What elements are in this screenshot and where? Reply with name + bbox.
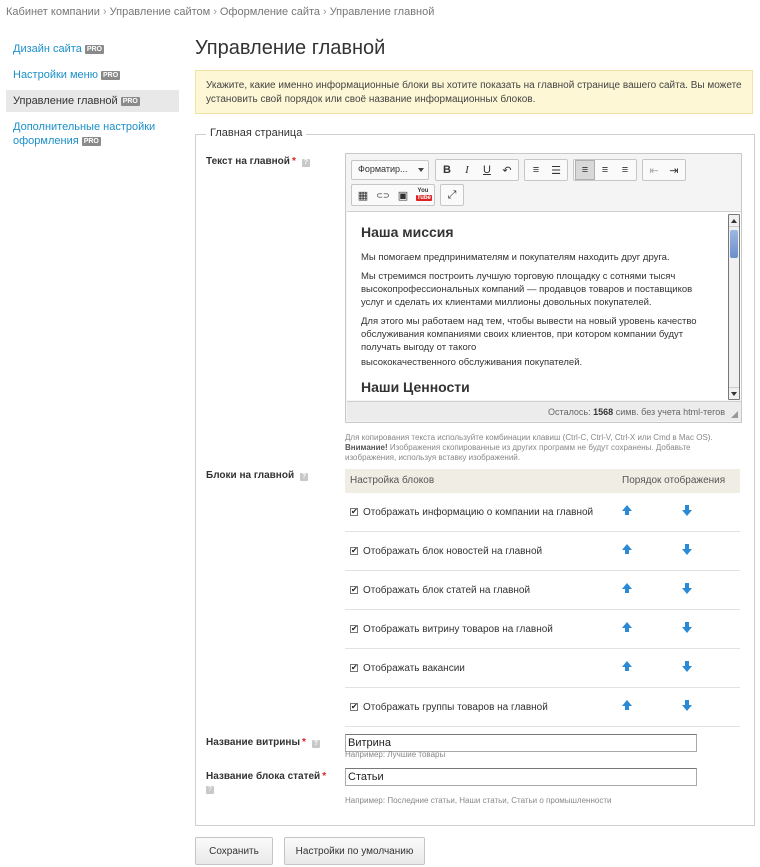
showcase-name-hint: Например: Лучшие товары (345, 750, 446, 759)
articles-name-label-text: Название блока статей (206, 771, 321, 782)
unordered-list-icon[interactable]: ☰ (551, 164, 561, 177)
articles-name-input[interactable] (345, 768, 697, 786)
sidebar-item-label: Дополнительные настройки (13, 121, 156, 133)
editor-hint-line: Изображения скопированные из других программ не будут сохранены. Добавьте (389, 443, 691, 452)
editor-content[interactable] (347, 211, 741, 400)
table-row (345, 649, 740, 688)
scroll-up-icon[interactable] (729, 215, 739, 227)
sidebar-item-home-management[interactable] (6, 90, 179, 112)
main-text-label-text: Текст на главной (206, 156, 290, 167)
header-display-order: Порядок отображения (622, 475, 726, 486)
bold-button[interactable]: B (443, 164, 451, 176)
chars-left-prefix: Осталось: (548, 407, 591, 417)
chars-left-suffix: симв. без учета html-тегов (615, 407, 725, 417)
breadcrumb-site-management[interactable]: Управление сайтом (109, 6, 211, 18)
sidebar-item-label: Дизайн сайта (13, 43, 82, 55)
pro-badge: PRO (83, 138, 99, 145)
block-checkbox[interactable]: ✔ (351, 585, 358, 594)
pro-badge: PRO (86, 46, 102, 53)
fieldset-legend: Главная страница (206, 127, 306, 139)
youtube-icon-top: You (417, 188, 429, 194)
insert-group (351, 184, 435, 206)
table-row (345, 610, 740, 649)
editor-hint (345, 433, 745, 463)
ordered-list-icon[interactable]: ≡ (532, 164, 540, 176)
editor-scrollbar[interactable] (728, 214, 740, 400)
help-icon[interactable]: ? (303, 159, 308, 166)
table-row (345, 532, 740, 571)
sidebar-item-site-design[interactable] (6, 38, 179, 60)
save-button[interactable]: Сохранить (195, 837, 273, 865)
block-label: Отображать витрину товаров на главной (363, 624, 553, 635)
move-up-arrow-icon[interactable] (622, 700, 632, 712)
fullscreen-group (440, 184, 464, 206)
block-checkbox[interactable]: ✔ (351, 663, 358, 672)
block-checkbox[interactable]: ✔ (351, 546, 358, 555)
showcase-name-label-text: Название витрины (206, 737, 301, 748)
editor-status-bar (347, 401, 741, 421)
move-down-arrow-icon[interactable] (682, 583, 692, 595)
move-down-arrow-icon[interactable] (682, 622, 692, 634)
editor-hint-line: изображения, используя вставку изображений. (345, 453, 520, 462)
align-center-icon[interactable]: ≡ (601, 164, 609, 176)
editor-hint-warning: Внимание! (345, 443, 388, 452)
required-mark: * (302, 737, 306, 748)
blocks-table (345, 469, 740, 727)
main-page-fieldset (195, 127, 755, 826)
editor-toolbar-row-2 (351, 184, 469, 206)
content-paragraph: Мы помогаем предпринимателям и покупателям находить друг друга. (361, 252, 670, 263)
required-mark: * (291, 156, 296, 167)
sidebar-item-menu-settings[interactable] (6, 64, 179, 86)
fullscreen-icon[interactable]: ⤢ (447, 188, 457, 201)
scroll-thumb[interactable] (730, 230, 738, 258)
articles-name-label (206, 770, 326, 783)
sidebar-item-extra-design-settings[interactable] (6, 116, 179, 152)
breadcrumb-separator: › (102, 6, 107, 18)
move-up-arrow-icon[interactable] (622, 505, 632, 517)
align-right-icon[interactable]: ≡ (621, 164, 629, 176)
move-up-arrow-icon[interactable] (622, 583, 632, 595)
table-row (345, 493, 740, 532)
content-heading: Наши Ценности (361, 379, 470, 395)
resize-handle-icon[interactable] (731, 411, 738, 418)
block-checkbox[interactable]: ✔ (351, 507, 358, 516)
link-icon[interactable]: ⊂⊃ (376, 190, 390, 200)
editor-toolbar-row-1 (351, 159, 691, 181)
restore-defaults-button[interactable]: Настройки по умолчанию (284, 837, 425, 865)
sidebar-item-label: Настройки меню (13, 69, 98, 81)
move-up-arrow-icon[interactable] (622, 661, 632, 673)
align-group (573, 159, 637, 181)
pro-badge: PRO (122, 98, 138, 105)
blocks-label-text: Блоки на главной (206, 470, 295, 481)
move-down-arrow-icon[interactable] (682, 661, 692, 673)
outdent-icon[interactable]: ⇤ (649, 164, 659, 177)
list-group (524, 159, 568, 181)
table-row (345, 688, 740, 727)
header-block-settings: Настройка блоков (350, 475, 435, 486)
editor-hint-line: Для копирования текста используйте комбинации клавиш (Ctrl-C, Ctrl-V, Ctrl-X или Cmd в Mac OS). (345, 433, 713, 442)
block-checkbox[interactable]: ✔ (351, 624, 358, 633)
breadcrumb-site-design[interactable]: Оформление сайта (219, 6, 321, 18)
table-row (345, 571, 740, 610)
showcase-name-label (206, 736, 320, 749)
text-style-group (435, 159, 519, 181)
sidebar-item-label: Управление главной (13, 95, 118, 107)
blocks-label (206, 469, 308, 482)
sidebar (6, 38, 179, 156)
block-label: Отображать группы товаров на главной (363, 702, 548, 713)
blocks-table-header (345, 469, 740, 493)
articles-name-hint: Например: Последние статьи, Наши статьи, Статьи о промышленности (345, 796, 612, 805)
breadcrumb-current: Управление главной (329, 6, 435, 18)
sidebar-item-label: оформления (13, 135, 79, 147)
content-paragraph: Для этого мы работаем над тем, чтобы вывести на новый уровень качество обслуживания компаниями своих клиентов, при котором компании будут получать выгоду от такого (361, 316, 697, 353)
image-icon[interactable]: ▣ (397, 189, 409, 202)
block-label: Отображать вакансии (363, 663, 465, 674)
content-paragraph: Мы стремимся построить лучшую торговую площадку с сотнями тысяч высокопрофессиональных компаний — продавцов товаров и поставщиков услуг и сделать их клиентами миллионы довольных покупателей. (361, 271, 693, 308)
help-icon[interactable]: ? (206, 786, 214, 794)
scroll-down-icon[interactable] (729, 387, 739, 399)
chars-left-count: 1568 (593, 407, 614, 417)
undo-icon[interactable]: ↶ (502, 164, 512, 177)
help-icon[interactable]: ? (313, 740, 319, 747)
move-up-arrow-icon[interactable] (622, 622, 632, 634)
required-mark: * (322, 771, 327, 782)
breadcrumb-separator: › (213, 6, 217, 18)
pro-badge: PRO (103, 72, 119, 79)
content-heading: Наша миссия (361, 224, 454, 240)
breadcrumb (6, 6, 434, 18)
move-up-arrow-icon[interactable] (622, 544, 632, 556)
block-label: Отображать информацию о компании на главной (363, 507, 594, 518)
indent-icon[interactable]: ⇥ (669, 164, 679, 177)
youtube-icon[interactable] (413, 185, 433, 205)
chevron-down-icon (418, 168, 424, 172)
rich-text-editor (345, 153, 742, 423)
block-label: Отображать блок статей на главной (363, 585, 531, 596)
youtube-icon-bottom: Tube (417, 195, 431, 201)
indent-group (642, 159, 686, 181)
main-text-label (206, 155, 310, 168)
move-down-arrow-icon[interactable] (682, 505, 692, 517)
italic-button[interactable]: I (465, 164, 469, 176)
content-paragraph: высококачественного обслуживания покупателей. (361, 357, 583, 368)
editor-content-inner (347, 212, 725, 395)
info-notice: Укажите, какие именно информационные блоки вы хотите показать на главной странице вашего сайта. Вы можете установить свой порядок или своё название информационных блоков. (195, 70, 753, 114)
breadcrumb-separator: › (323, 6, 327, 18)
underline-button[interactable]: U (483, 164, 491, 176)
format-select[interactable] (351, 160, 429, 180)
breadcrumb-company-cabinet[interactable]: Кабинет компании (6, 6, 100, 18)
table-icon[interactable]: ▦ (357, 189, 369, 202)
format-select-label: Форматир... (358, 164, 408, 174)
help-icon[interactable]: ? (301, 473, 307, 480)
block-checkbox[interactable]: ✔ (351, 702, 358, 711)
page-title: Управление главной (195, 37, 386, 59)
move-down-arrow-icon[interactable] (682, 700, 692, 712)
move-down-arrow-icon[interactable] (682, 544, 692, 556)
align-left-icon[interactable]: ≡ (575, 160, 595, 180)
block-label: Отображать блок новостей на главной (363, 546, 543, 557)
